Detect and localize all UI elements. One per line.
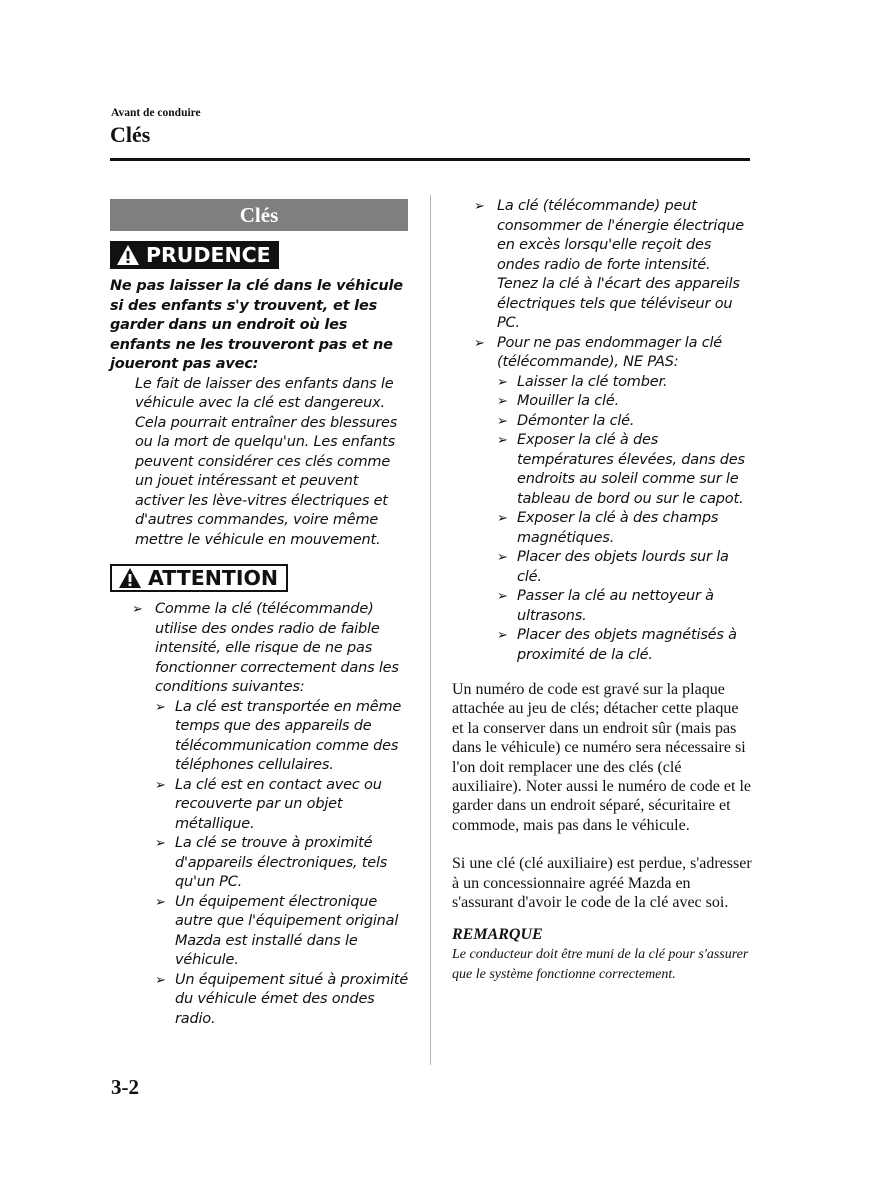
list-item-text: Mouiller la clé. xyxy=(517,393,620,409)
arrowhead-bullet-icon: ➢ xyxy=(155,894,166,910)
list-item-text: Laisser la clé tomber. xyxy=(517,373,668,390)
list-item xyxy=(497,373,752,393)
list-item xyxy=(497,587,752,626)
attention-badge xyxy=(110,564,288,592)
prudence-body: Le fait de laisser des enfants dans le véhicule avec la clé est dangereux. Cela pourrait entraîner des blessures ou la mort de quelqu'un. Les enfants peuvent considérer ces clés comme un jouet intéressant et peuvent activer les lève-vitres électriques et d'autres commandes, voire même mettre le véhicule en mouvement. xyxy=(135,375,398,548)
list-item-text: Un équipement électronique autre que l'équipement original Mazda est installé dans le véhicule. xyxy=(175,893,399,968)
list-item xyxy=(155,971,410,1030)
list-item-text: Un équipement situé à proximité du véhicule émet des ondes radio. xyxy=(175,971,409,1027)
arrowhead-bullet-icon: ➢ xyxy=(155,972,166,988)
remark-title: REMARQUE xyxy=(452,926,543,944)
header-rule xyxy=(110,158,750,161)
sub-list xyxy=(497,373,752,666)
sub-list xyxy=(155,698,410,1030)
left-column xyxy=(110,199,410,1029)
arrowhead-bullet-icon: ➢ xyxy=(155,836,166,851)
list-item-text: Placer des objets magnétisés à proximité de la clé. xyxy=(517,627,737,663)
list-item-text: La clé se trouve à proximité d'appareils électroniques, tels qu'un PC. xyxy=(175,835,388,890)
list-item xyxy=(497,392,752,412)
body-paragraph: Un numéro de code est gravé sur la plaque attachée au jeu de clés; détacher cette plaque et la conserver dans un endroit sûr (mais pas dans le véhicule) ce numéro sera nécessaire si l'on doit remplacer une des clés (clé auxiliaire). Noter aussi le numéro de code et le garder dans un endroit séparé, sécuritaire et commode, mais pas dans le véhicule. xyxy=(452,681,751,834)
attention-list-continued xyxy=(474,197,752,665)
page-number: 3-2 xyxy=(111,1075,139,1099)
prudence-lead: Ne pas laisser la clé dans le véhicule si des enfants s'y trouvent, et les garder dans un endroit où les enfants ne les trouveront pas et ne joueront pas avec: xyxy=(110,278,403,372)
prudence-badge xyxy=(110,241,279,269)
arrowhead-bullet-icon: ➢ xyxy=(155,699,166,715)
list-item xyxy=(497,431,752,509)
list-item xyxy=(497,412,752,432)
list-item-text: Exposer la clé à des températures élevées, dans des endroits au soleil comme sur le tableau de bord ou sur le capot. xyxy=(517,432,745,507)
list-item xyxy=(474,197,752,334)
body-paragraph: Si une clé (clé auxiliaire) est perdue, s'adresser à un concessionnaire agréé Mazda en s'assurant d'avoir le code de la clé avec soi. xyxy=(452,855,752,912)
attention-label: ATTENTION xyxy=(148,566,279,590)
list-item xyxy=(474,334,752,666)
list-item-text: La clé est en contact avec ou recouverte par un objet métallique. xyxy=(175,776,382,832)
arrowhead-bullet-icon: ➢ xyxy=(497,394,508,409)
list-item-text: Démonter la clé. xyxy=(517,412,635,429)
list-item xyxy=(497,509,752,548)
list-item xyxy=(155,893,410,971)
list-item-text: Pour ne pas endommager la clé (télécommande), NE PAS: xyxy=(497,334,723,370)
attention-list xyxy=(132,600,410,1029)
list-item xyxy=(155,834,410,893)
list-item xyxy=(155,698,410,776)
list-item-text: Comme la clé (télécommande) utilise des ondes radio de faible intensité, elle risque de ne pas fonctionner correctement dans les conditions suivantes: xyxy=(155,601,399,695)
arrowhead-bullet-icon: ➢ xyxy=(497,413,508,429)
arrowhead-bullet-icon: ➢ xyxy=(474,335,485,351)
arrowhead-bullet-icon: ➢ xyxy=(497,550,508,565)
warning-triangle-icon xyxy=(116,244,140,266)
column-divider xyxy=(430,195,431,1065)
list-item-text: La clé est transportée en même temps que des appareils de télécommunication comme des téléphones cellulaires. xyxy=(175,698,402,773)
page-title: Clés xyxy=(110,122,151,147)
header-subtitle: Avant de conduire xyxy=(111,107,201,119)
right-column xyxy=(452,197,752,984)
list-item-text: Placer des objets lourds sur la clé. xyxy=(517,549,729,585)
list-item-text: Exposer la clé à des champs magnétiques. xyxy=(517,510,719,546)
list-item-text: Passer la clé au nettoyeur à ultrasons. xyxy=(517,588,714,624)
list-item-text: La clé (télécommande) peut consommer de l'énergie électrique en excès lorsqu'elle reçoit des ondes radio de forte intensité. Tenez la clé à l'écart des appareils électriques tels que téléviseur ou PC. xyxy=(497,198,744,331)
arrowhead-bullet-icon: ➢ xyxy=(497,374,508,390)
list-item xyxy=(497,548,752,587)
arrowhead-bullet-icon: ➢ xyxy=(497,433,508,448)
arrowhead-bullet-icon: ➢ xyxy=(497,589,508,604)
arrowhead-bullet-icon: ➢ xyxy=(474,199,485,214)
warning-triangle-icon xyxy=(118,567,142,589)
arrowhead-bullet-icon: ➢ xyxy=(155,777,166,793)
arrowhead-bullet-icon: ➢ xyxy=(132,602,143,617)
section-title: Clés xyxy=(110,199,408,231)
arrowhead-bullet-icon: ➢ xyxy=(497,511,508,526)
list-item xyxy=(132,600,410,1029)
remark-text: Le conducteur doit être muni de la clé pour s'assurer que le système fonctionne correctement. xyxy=(452,947,749,982)
list-item xyxy=(155,776,410,835)
prudence-label: PRUDENCE xyxy=(146,243,271,267)
arrowhead-bullet-icon: ➢ xyxy=(497,628,508,643)
list-item xyxy=(497,626,752,665)
